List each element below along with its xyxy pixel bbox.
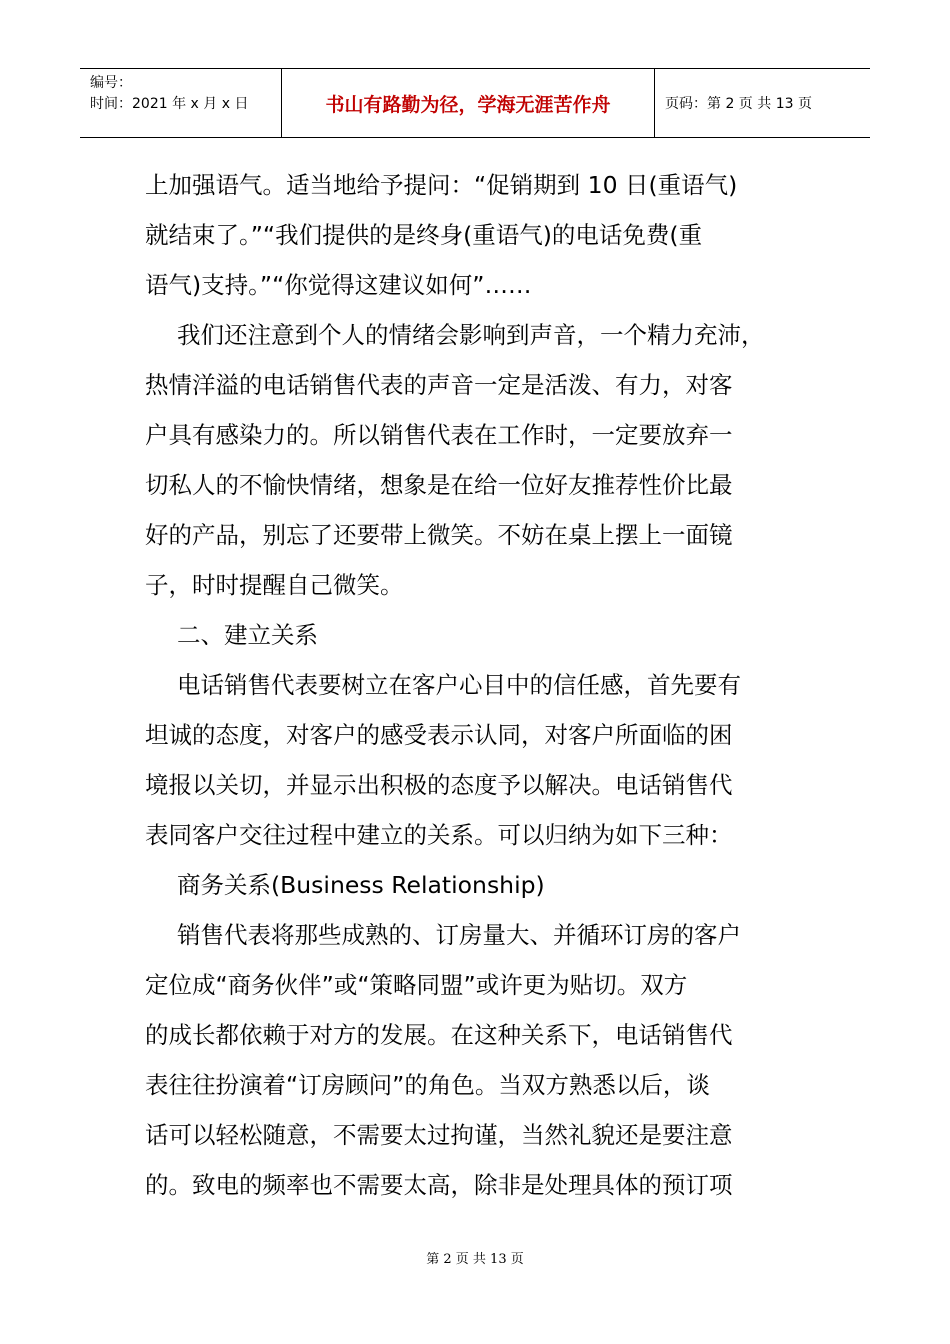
text-line: 表往往扮演着“订房顾问”的角色。当双方熟悉以后，谈 <box>145 1071 710 1099</box>
text-line: 子，时时提醒自己微笑。 <box>145 571 404 599</box>
text-line: 的。致电的频率也不需要太高，除非是处理具体的预订项 <box>145 1171 733 1199</box>
text-line: 电话销售代表要树立在客户心目中的信任感，首先要有 <box>177 671 741 699</box>
page-footer: 第 2 页 共 13 页 <box>426 1252 524 1267</box>
text-line: 境报以关切，并显示出积极的态度予以解决。电话销售代 <box>145 771 733 799</box>
text-line: 切私人的不愉快情绪，想象是在给一位好友推荐性价比最 <box>145 471 733 499</box>
text-line: 的成长都依赖于对方的发展。在这种关系下，电话销售代 <box>145 1021 733 1049</box>
header-meta <box>80 69 282 137</box>
text-line: 销售代表将那些成熟的、订房量大、并循环订房的客户 <box>177 921 741 949</box>
header-page-info: 页码：第 2 页 共 13 页 <box>665 96 812 112</box>
text-line: 表同客户交往过程中建立的关系。可以归纳为如下三种： <box>145 821 733 849</box>
text-line: 我们还注意到个人的情绪会影响到声音，一个精力充沛， <box>177 321 765 349</box>
page-header <box>80 68 870 138</box>
section-heading: 二、建立关系 <box>177 621 318 649</box>
text-line: 上加强语气。适当地给予提问：“促销期到 10 日(重语气) <box>145 171 738 199</box>
text-line: 就结束了。”“我们提供的是终身(重语气)的电话免费(重 <box>145 221 703 249</box>
time-label: 时间：2021 年 x 月 x 日 <box>90 96 249 112</box>
text-line: 好的产品，别忘了还要带上微笑。不妨在桌上摆上一面镜 <box>145 521 733 549</box>
text-line: 热情洋溢的电话销售代表的声音一定是活泼、有力，对客 <box>145 371 733 399</box>
number-label: 编号： <box>90 75 132 91</box>
text-line: 话可以轻松随意，不需要太过拘谨，当然礼貌还是要注意 <box>145 1121 733 1149</box>
text-line: 定位成“商务伙伴”或“策略同盟”或许更为贴切。双方 <box>145 971 688 999</box>
text-line: 户具有感染力的。所以销售代表在工作时，一定要放弃一 <box>145 421 733 449</box>
text-line: 语气)支持。”“你觉得这建议如何”…… <box>145 271 532 299</box>
header-motto: 书山有路勤为径，学海无涯苦作舟 <box>282 69 655 137</box>
document-body <box>145 160 810 1210</box>
subsection-heading: 商务关系(Business Relationship) <box>177 871 545 899</box>
text-line: 坦诚的态度，对客户的感受表示认同，对客户所面临的困 <box>145 721 733 749</box>
